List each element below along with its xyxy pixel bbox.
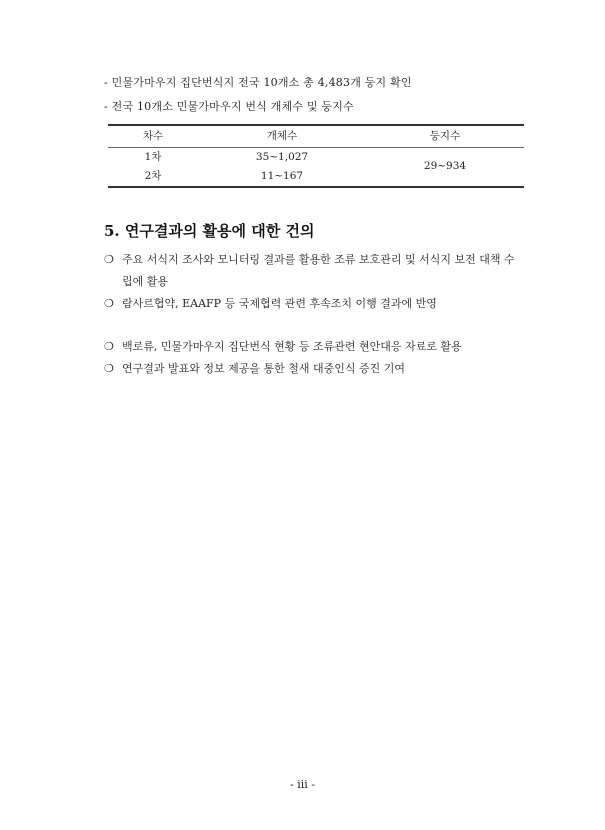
table-header-nests: 둥지수 [429, 130, 461, 142]
table-cell-round: 1차 [144, 151, 162, 163]
list-item [104, 358, 524, 380]
section-heading: 5. 연구결과의 활용에 대한 건의 [104, 222, 315, 240]
breeding-table [108, 124, 524, 188]
list-item-text: 연구결과 발표와 정보 제공을 통한 철새 대중인식 증진 기여 [122, 362, 405, 375]
table-cell-nests-merged: 29~934 [423, 160, 467, 172]
list-item [104, 293, 524, 315]
list-item-text: 백로류, 민물가마우지 집단번식 현황 등 조류관련 현안대응 자료로 활용 [122, 340, 462, 353]
list-item [104, 336, 524, 358]
list-item [104, 249, 524, 293]
table-cell-count: 11~167 [260, 170, 304, 182]
table-bottom-rule [108, 186, 524, 188]
table-header-round: 차수 [142, 130, 164, 142]
intro-line-nest-count: - 민물가마우지 집단번식지 전국 10개소 총 4,483개 둥지 확인 [104, 76, 412, 89]
table-cell-round: 2차 [144, 170, 162, 182]
page-number: - iii - [290, 778, 315, 791]
intro-line-table-caption: - 전국 10개소 민물가마우지 번식 개체수 및 둥지수 [104, 100, 354, 113]
circle-bullet-icon: ❍ [104, 297, 114, 310]
circle-bullet-icon: ❍ [104, 340, 114, 353]
list-item-text: 람사르협약, EAAFP 등 국제협력 관련 후속조치 이행 결과에 반영 [122, 297, 437, 310]
table-top-rule [108, 124, 524, 126]
circle-bullet-icon: ❍ [104, 253, 114, 266]
circle-bullet-icon: ❍ [104, 362, 114, 375]
list-item-text: 주요 서식지 조사와 모니터링 결과를 활용한 조류 보호관리 및 서식지 보전 대책 수립에 활용 [122, 253, 515, 288]
table-cell-count: 35~1,027 [255, 151, 309, 163]
table-header-count: 개체수 [266, 130, 298, 142]
table-header-rule [108, 147, 524, 148]
